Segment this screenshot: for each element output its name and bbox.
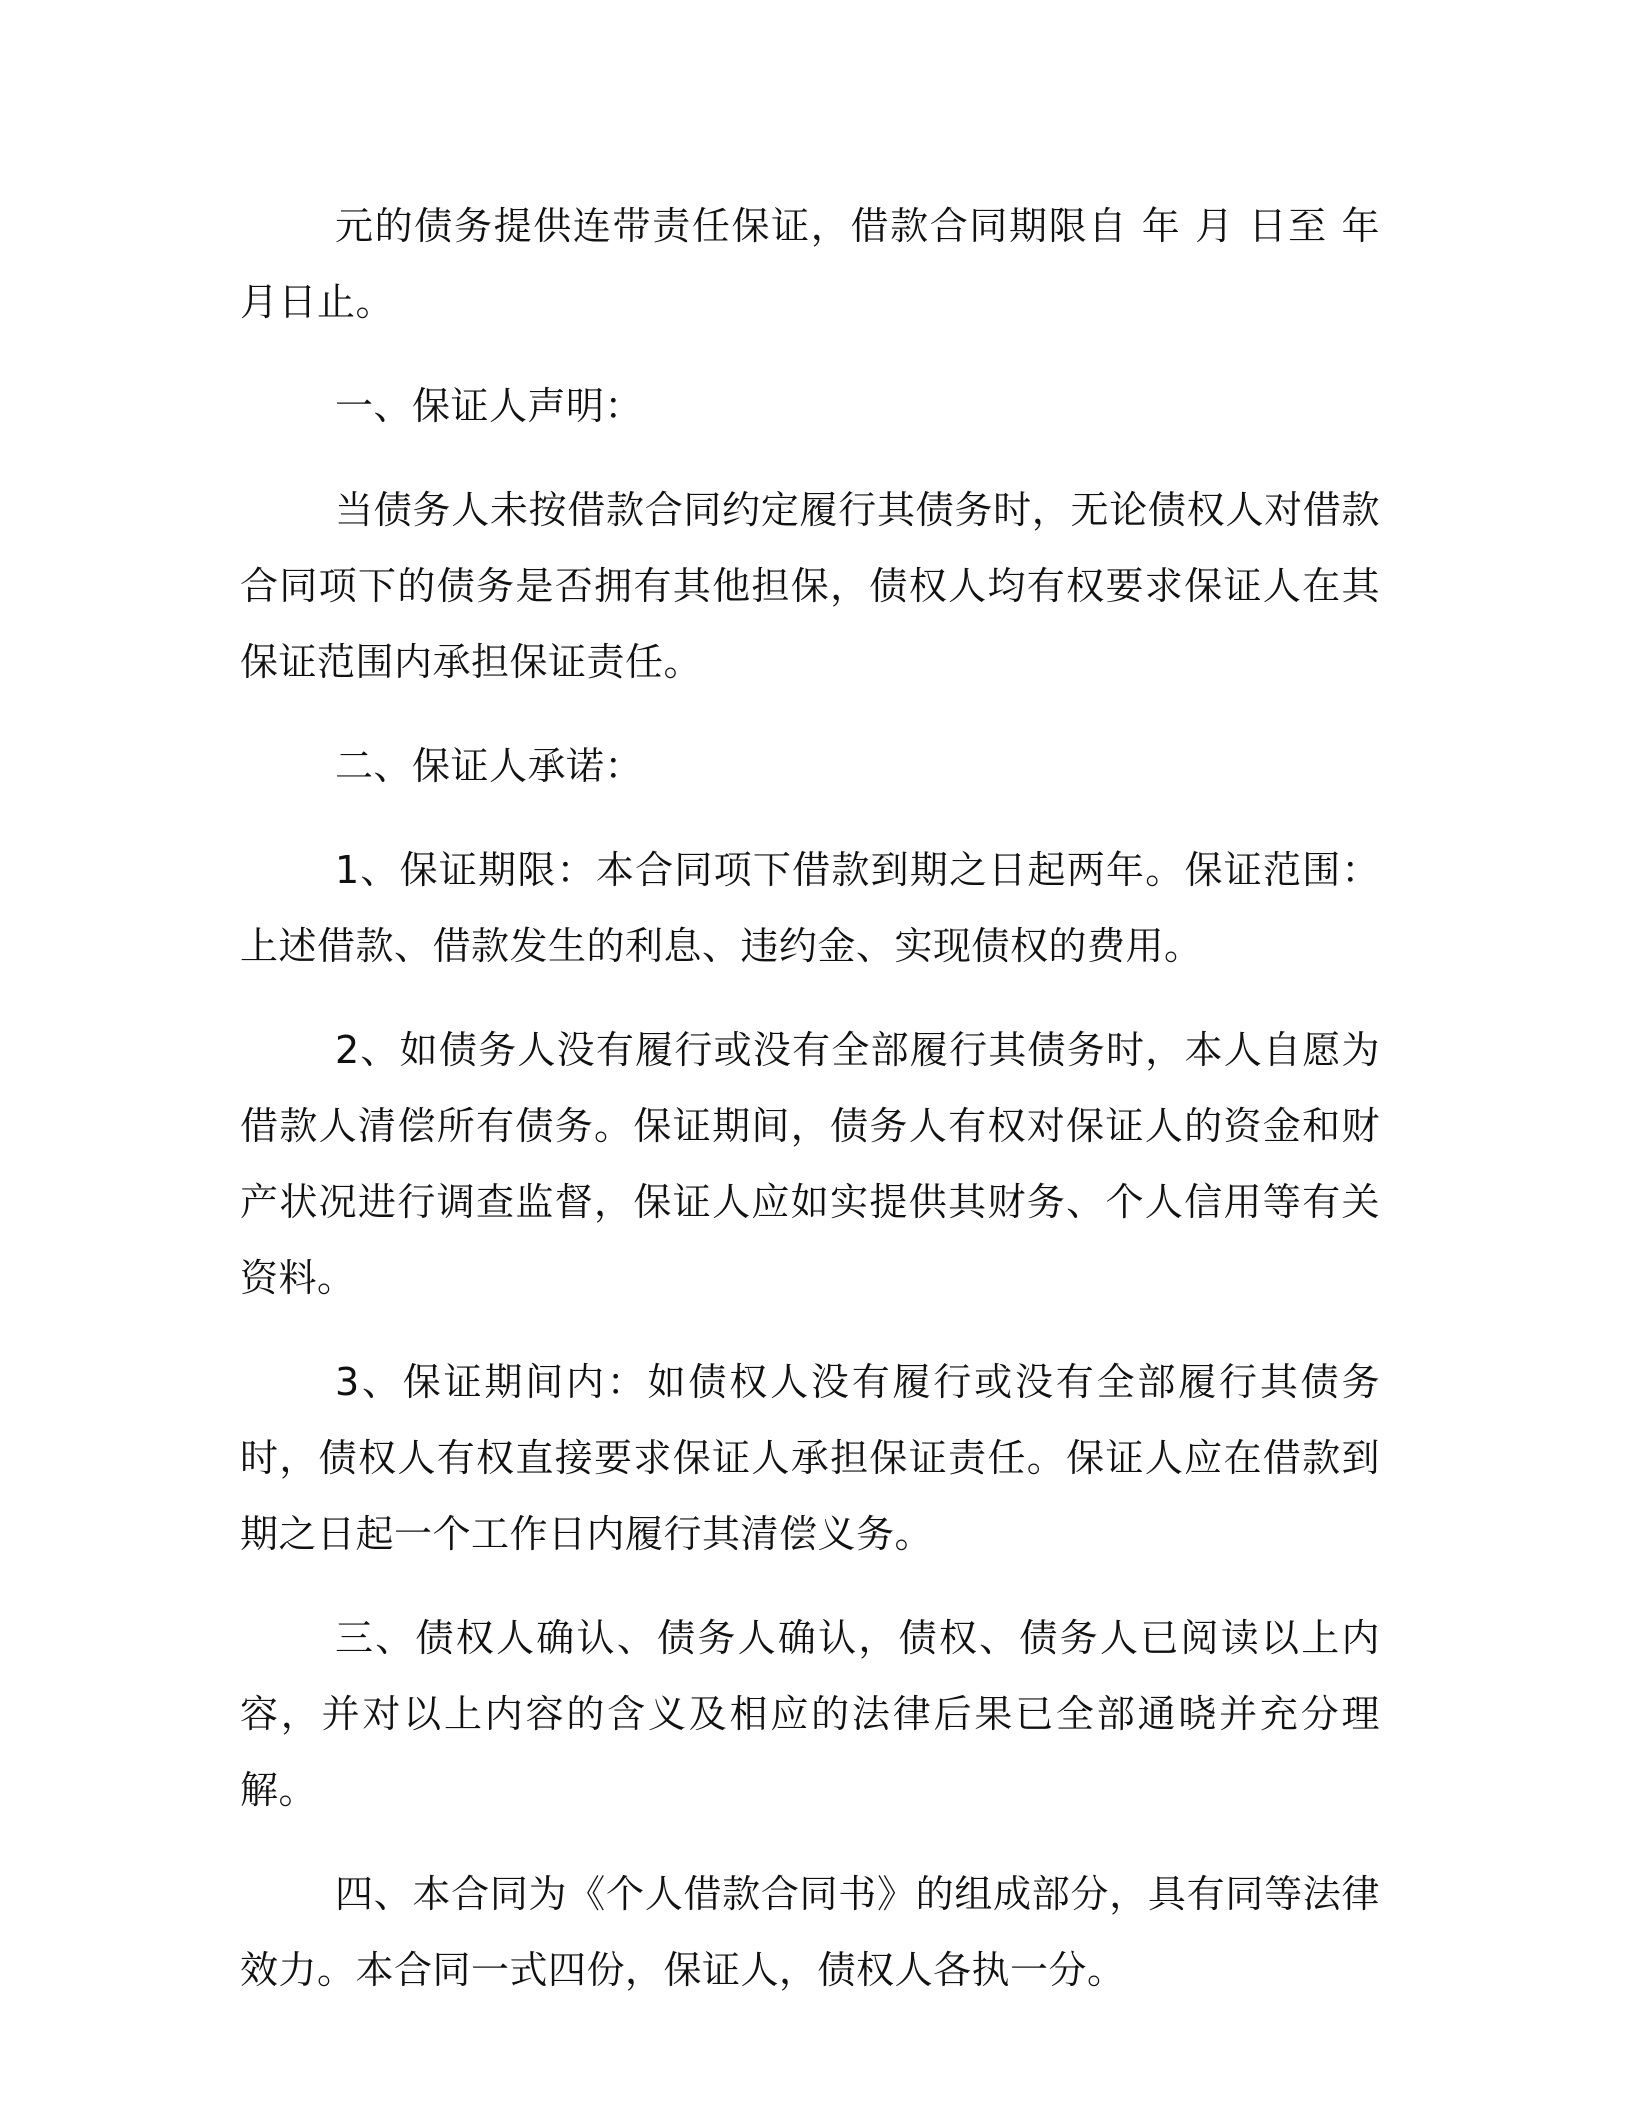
paragraph-commitment-1: 1、保证期限：本合同项下借款到期之日起两年。保证范围：上述借款、借款发生的利息、违约金、实现债权的费用。	[240, 848, 1380, 968]
heading-guarantor-commitment: 二、保证人承诺：	[335, 744, 644, 788]
paragraph-commitment-3: 3、保证期间内：如债权人没有履行或没有全部履行其债务时，债权人有权直接要求保证人承担保证责任。保证人应在借款到期之日起一个工作日内履行其清偿义务。	[240, 1360, 1380, 1556]
paragraph-declaration-body: 当债务人未按借款合同约定履行其债务时，无论债权人对借款合同项下的债务是否拥有其他担保，债权人均有权要求保证人在其保证范围内承担保证责任。	[240, 488, 1380, 684]
document-body	[240, 188, 1380, 2036]
paragraph-guarantee-scope: 元的债务提供连带责任保证，借款合同期限自 年 月 日至 年 月日止。	[240, 204, 1380, 324]
paragraph-contract-validity: 四、本合同为《个人借款合同书》的组成部分，具有同等法律效力。本合同一式四份，保证人，债权人各执一分。	[240, 1872, 1380, 1992]
paragraph-commitment-2: 2、如债务人没有履行或没有全部履行其债务时，本人自愿为借款人清偿所有债务。保证期间，债务人有权对保证人的资金和财产状况进行调查监督，保证人应如实提供其财务、个人信用等有关资料。	[240, 1028, 1380, 1300]
heading-guarantor-declaration: 一、保证人声明：	[335, 384, 644, 428]
paragraph-confirmation: 三、债权人确认、债务人确认，债权、债务人已阅读以上内容，并对以上内容的含义及相应的法律后果已全部通晓并充分理解。	[240, 1616, 1380, 1812]
